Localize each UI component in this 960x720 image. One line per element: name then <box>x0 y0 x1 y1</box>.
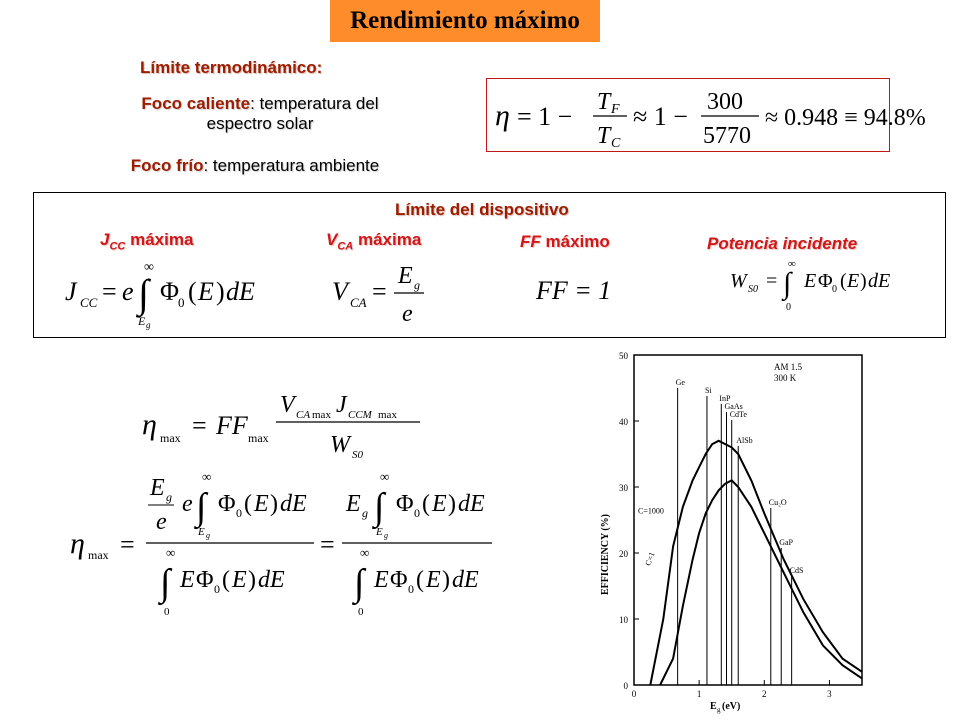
svg-text:=: = <box>192 411 207 440</box>
svg-text:): ) <box>248 567 256 593</box>
svg-text:e: e <box>402 301 413 327</box>
svg-text:Φ: Φ <box>218 491 236 517</box>
material-label: Si <box>704 386 712 395</box>
temp-cold: 300 <box>707 89 743 115</box>
svg-text:e: e <box>182 491 193 517</box>
svg-text:g: g <box>206 531 210 540</box>
hot-focus-text <box>90 94 430 134</box>
vca-formula <box>330 255 450 335</box>
svg-text:(: ( <box>222 567 230 593</box>
svg-text:dE: dE <box>226 277 255 306</box>
hot-focus-label: Foco caliente <box>141 94 251 113</box>
power-label: Potencia incidente <box>707 234 858 253</box>
svg-text:Φ: Φ <box>818 270 833 292</box>
power-formula <box>728 255 928 315</box>
svg-text:CA: CA <box>296 409 311 421</box>
svg-text:E: E <box>254 491 269 517</box>
svg-text:0: 0 <box>178 295 185 310</box>
eta-symbol: η <box>495 99 510 132</box>
series-label: C=1 <box>643 550 657 567</box>
svg-text:E: E <box>138 314 146 328</box>
svg-text:E: E <box>346 491 361 517</box>
svg-text:CCM: CCM <box>348 409 372 421</box>
svg-text:∫: ∫ <box>783 267 792 300</box>
svg-text:FF: FF <box>216 411 248 440</box>
carnot-formula-box <box>486 78 926 152</box>
svg-text:S0: S0 <box>352 449 363 461</box>
svg-text:0: 0 <box>236 506 242 520</box>
ff-label <box>520 232 610 252</box>
carnot-formula <box>487 79 926 151</box>
material-label: AlSb <box>736 436 753 445</box>
svg-text:e: e <box>156 509 167 535</box>
svg-text:E: E <box>198 277 214 306</box>
material-label: CdS <box>789 566 804 575</box>
y-tick-label: 40 <box>619 417 628 427</box>
svg-text:η: η <box>142 408 157 441</box>
jcc-label <box>100 230 193 252</box>
svg-text:e: e <box>122 277 134 306</box>
svg-text:): ) <box>448 491 456 517</box>
cold-focus-text <box>80 156 430 176</box>
svg-text:0: 0 <box>832 284 837 295</box>
svg-text:∞: ∞ <box>380 469 390 484</box>
svg-text:E: E <box>374 567 389 593</box>
ff-formula: FF = 1 <box>536 276 612 305</box>
svg-text:=: = <box>372 277 387 306</box>
svg-text:g: g <box>166 490 172 504</box>
tf-sub: F <box>611 102 620 117</box>
svg-text:Φ: Φ <box>160 277 180 306</box>
svg-text:(: ( <box>840 270 847 292</box>
svg-text:E: E <box>198 526 205 538</box>
svg-text:=: = <box>120 530 135 559</box>
svg-text:): ) <box>860 270 867 292</box>
svg-text:CA: CA <box>350 295 367 310</box>
svg-text:0: 0 <box>358 606 364 618</box>
svg-text:(: ( <box>422 491 430 517</box>
svg-text:(: ( <box>244 491 252 517</box>
tf-symbol: T <box>597 89 611 115</box>
legend-am: AM 1.5 <box>774 362 803 372</box>
svg-text:∫: ∫ <box>354 562 365 604</box>
cold-focus-desc: : temperatura ambiente <box>203 156 380 175</box>
svg-text:∞: ∞ <box>144 260 154 275</box>
svg-text:∫: ∫ <box>374 486 385 528</box>
jcc-symbol: J <box>100 230 110 249</box>
vca-rest: máxima <box>353 230 422 249</box>
svg-text:E: E <box>432 491 447 517</box>
approx-sign: ≈ 1 − <box>633 102 688 131</box>
svg-text:∞: ∞ <box>202 469 212 484</box>
svg-text:E: E <box>376 526 383 538</box>
vca-sub: CA <box>337 240 354 253</box>
tc-sub: C <box>611 136 621 151</box>
svg-text:E: E <box>426 567 441 593</box>
svg-text:CC: CC <box>80 295 98 310</box>
svg-text:g: g <box>362 506 368 520</box>
y-axis-label: EFFICIENCY (%) <box>600 513 611 595</box>
x-label-unit: (eV) <box>722 701 741 712</box>
eq-sign: = 1 − <box>517 102 573 131</box>
svg-text:∫: ∫ <box>138 271 149 316</box>
temp-hot: 5770 <box>703 123 751 149</box>
svg-text:∫: ∫ <box>196 486 207 528</box>
hot-focus-desc: : temperatura del <box>250 94 379 113</box>
svg-text:): ) <box>216 277 225 306</box>
svg-text:max: max <box>160 431 181 445</box>
svg-text:J: J <box>65 277 77 306</box>
material-label: GaAs <box>724 402 743 411</box>
series-line <box>660 480 862 685</box>
x-axis-label <box>710 701 740 714</box>
svg-text:=: = <box>766 270 778 292</box>
cold-focus-label: Foco frío <box>130 156 204 175</box>
svg-text:Φ: Φ <box>196 567 214 593</box>
svg-text:0: 0 <box>414 506 420 520</box>
jcc-sub: CC <box>109 240 126 253</box>
svg-text:J: J <box>336 392 347 418</box>
hot-focus-desc2: espectro solar <box>206 114 314 133</box>
material-label: CdTe <box>729 410 747 419</box>
eta-max-integral-formula <box>70 465 510 625</box>
svg-text:g: g <box>414 278 420 292</box>
svg-text:Φ: Φ <box>396 491 414 517</box>
svg-text:E: E <box>180 567 195 593</box>
eta-max-formula <box>140 388 440 468</box>
svg-text:=: = <box>102 277 117 306</box>
svg-text:E: E <box>847 270 860 292</box>
svg-text:V: V <box>280 392 295 418</box>
svg-text:): ) <box>270 491 278 517</box>
svg-text:0: 0 <box>408 582 414 596</box>
material-label: Ge <box>675 378 685 387</box>
svg-text:(: ( <box>416 567 424 593</box>
x-tick-label: 0 <box>631 689 637 699</box>
svg-text:E: E <box>232 567 247 593</box>
series-line <box>650 441 862 685</box>
svg-text:dE: dE <box>868 270 891 292</box>
svg-text:∞: ∞ <box>788 258 796 270</box>
ff-symbol: FF <box>520 232 541 251</box>
ff-rest: máximo <box>540 232 610 251</box>
svg-text:(: ( <box>188 277 197 306</box>
svg-text:V: V <box>332 277 348 306</box>
material-label: InP <box>719 394 731 403</box>
svg-text:E: E <box>150 475 165 501</box>
svg-text:0: 0 <box>214 582 220 596</box>
x-tick-label: 1 <box>696 689 702 699</box>
efficiency-result: ≈ 0.948 ≡ 94.8% <box>765 105 926 131</box>
y-tick-label: 30 <box>619 483 628 493</box>
vca-label <box>326 230 421 252</box>
plot-frame <box>634 355 862 685</box>
y-tick-label: 50 <box>619 351 628 361</box>
svg-text:dE: dE <box>258 567 285 593</box>
svg-text:max: max <box>88 548 109 562</box>
legend-temp: 300 K <box>774 373 797 383</box>
svg-text:): ) <box>442 567 450 593</box>
jcc-formula <box>60 255 310 335</box>
svg-text:∞: ∞ <box>166 545 176 560</box>
y-tick-label: 0 <box>623 681 628 691</box>
svg-text:∫: ∫ <box>160 562 171 604</box>
svg-text:Φ: Φ <box>390 567 408 593</box>
svg-text:dE: dE <box>458 491 485 517</box>
x-tick-label: 3 <box>827 689 832 699</box>
svg-text:max: max <box>378 409 397 421</box>
svg-text:W: W <box>330 432 350 458</box>
vca-symbol: V <box>326 230 338 249</box>
svg-text:E: E <box>398 263 413 289</box>
svg-text:max: max <box>312 409 331 421</box>
svg-text:W: W <box>730 270 747 292</box>
device-heading: Límite del dispositivo <box>395 200 569 219</box>
material-label: GaP <box>779 538 794 547</box>
svg-text:=: = <box>320 530 335 559</box>
jcc-rest: máxima <box>125 230 194 249</box>
tc-symbol: T <box>597 123 611 149</box>
series-label: C=1000 <box>638 506 664 516</box>
x-label-sub: g <box>717 706 721 714</box>
y-tick-label: 10 <box>619 615 628 625</box>
svg-text:0: 0 <box>786 302 791 313</box>
svg-text:η: η <box>70 527 85 560</box>
svg-text:E: E <box>804 270 817 292</box>
svg-text:g: g <box>384 531 388 540</box>
material-label: Cu₂O <box>768 498 787 507</box>
svg-text:max: max <box>248 431 269 445</box>
x-tick-label: 2 <box>762 689 767 699</box>
efficiency-chart <box>592 345 882 715</box>
x-label-e: E <box>710 701 717 712</box>
svg-text:dE: dE <box>452 567 479 593</box>
svg-text:0: 0 <box>164 606 170 618</box>
page-title: Rendimiento máximo <box>330 0 600 42</box>
svg-text:∞: ∞ <box>360 545 370 560</box>
thermo-heading: Límite termodinámico: <box>140 58 323 77</box>
svg-text:S0: S0 <box>748 284 758 295</box>
svg-text:g: g <box>146 320 151 330</box>
y-tick-label: 20 <box>619 549 628 559</box>
svg-text:dE: dE <box>280 491 307 517</box>
